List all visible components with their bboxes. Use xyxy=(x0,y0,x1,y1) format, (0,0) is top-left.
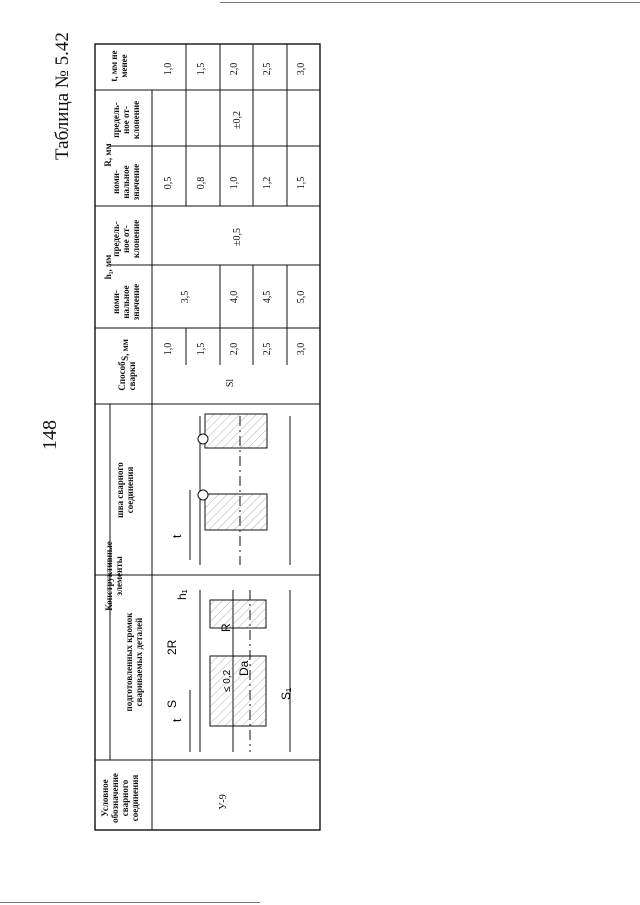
header-h1-deviation: предель-ное от-клонение xyxy=(111,219,141,259)
s-value-1: 1,0 xyxy=(163,342,174,356)
label-s1: S₁ xyxy=(279,687,293,700)
label-2r: 2R xyxy=(165,639,179,655)
s-value-2: 1,5 xyxy=(196,342,207,356)
label-t-left: t xyxy=(170,718,184,722)
header-designation: Условное обозначение сварного соединения xyxy=(100,773,140,823)
method-value: Sl xyxy=(225,378,236,388)
label-t-right: t xyxy=(170,534,184,538)
header-r-mm: R, мм xyxy=(103,143,113,167)
h1-nominal-4: 5,0 xyxy=(296,290,307,304)
t-value-4: 2,5 xyxy=(262,62,273,76)
label-h1: h₁ xyxy=(175,589,189,600)
t-value-5: 3,0 xyxy=(296,62,307,76)
r-nominal-3: 1,0 xyxy=(229,176,240,190)
h1-nominal-3: 4,5 xyxy=(262,290,273,304)
label-da: Dа xyxy=(237,660,251,676)
header-weld-seam: шва сварного соединения xyxy=(115,462,135,518)
header-r-deviation: предель-ное от-клонение xyxy=(111,100,141,140)
header-structural-elements: Конструктивные элементы xyxy=(104,541,124,611)
header-method: Способ сварки xyxy=(117,361,137,391)
label-r: R xyxy=(219,623,233,632)
header-r-nominal: номи-нальное значение xyxy=(111,163,141,201)
s-value-5: 3,0 xyxy=(296,342,307,356)
header-h1-mm: h₁, мм xyxy=(103,254,113,280)
r-nominal-1: 0,5 xyxy=(163,176,174,190)
header-edge-prep: подготовленных кромок свариваемых деталей xyxy=(124,612,144,712)
scan-rule-bottom xyxy=(0,902,260,903)
scan-rule-top xyxy=(220,2,640,3)
r-nominal-4: 1,2 xyxy=(262,176,273,190)
t-value-2: 1,5 xyxy=(196,62,207,76)
table-title: Таблица № 5.42 xyxy=(52,32,73,160)
s-value-3: 2,0 xyxy=(229,342,240,356)
r-nominal-2: 0,8 xyxy=(196,176,207,190)
label-le: ≤ 0,2 xyxy=(222,669,233,692)
header-t-mm: t, мм не менее xyxy=(109,50,129,82)
r-nominal-5: 1,5 xyxy=(296,176,307,190)
designation-value: У-9 xyxy=(218,794,229,810)
h1-nominal-2: 4,0 xyxy=(229,290,240,304)
s-value-4: 2,5 xyxy=(262,342,273,356)
t-value-1: 1,0 xyxy=(163,62,174,76)
r-deviation: ±0,2 xyxy=(232,111,243,129)
h1-deviation: ±0,5 xyxy=(232,228,243,246)
t-value-3: 2,0 xyxy=(229,62,240,76)
header-h1-nominal: номи-нальное значение xyxy=(111,283,141,321)
label-s: S xyxy=(165,699,179,708)
page-number: 148 xyxy=(39,420,61,450)
header-s-mm: S, мм xyxy=(120,339,130,361)
h1-nominal-1: 3,5 xyxy=(180,290,191,304)
